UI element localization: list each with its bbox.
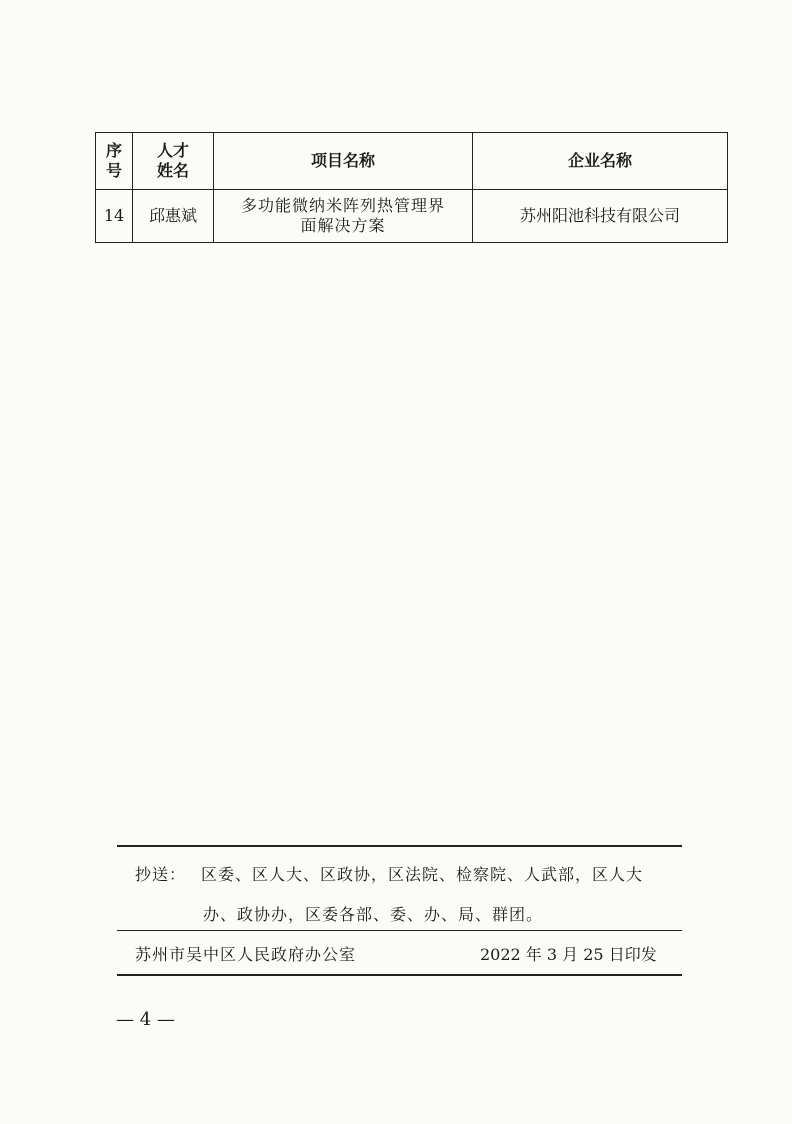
cell-project-name xyxy=(214,190,473,243)
header-serial-line: 序 xyxy=(105,141,122,160)
header-serial-number xyxy=(96,133,133,190)
cc-recipients-line2: 办、政协办，区委各部、委、办、局、群团。 xyxy=(203,905,544,924)
cc-recipients-line1: 区委、区人大、区政协，区法院、检察院、人武部，区人大 xyxy=(201,865,644,884)
page-number: — 4 — xyxy=(116,1009,175,1030)
table-row xyxy=(96,190,728,243)
cell-serial-number: 14 xyxy=(96,190,133,243)
header-talent-name xyxy=(133,133,214,190)
footer-bottom-rule xyxy=(117,974,682,976)
cell-talent-name: 邱惠斌 xyxy=(133,190,214,243)
talent-table-container xyxy=(95,132,723,243)
cell-company-name: 苏州阳池科技有限公司 xyxy=(473,190,728,243)
cc-line-first xyxy=(135,860,695,890)
cc-label: 抄送： xyxy=(135,865,187,884)
talent-table xyxy=(95,132,728,243)
project-name-text: 多功能微纳米阵列热管理界面解决方案 xyxy=(240,196,445,235)
header-serial-line: 号 xyxy=(105,161,122,180)
header-name-line: 人才 xyxy=(156,141,189,160)
header-company-name: 企业名称 xyxy=(473,133,728,190)
issue-date: 2022 年 3 月 25 日印发 xyxy=(480,945,657,964)
footer-middle-rule xyxy=(117,930,682,931)
header-name-line: 姓名 xyxy=(156,161,189,180)
header-project-name: 项目名称 xyxy=(214,133,473,190)
cc-distribution xyxy=(135,860,695,930)
table-header-row xyxy=(96,133,728,190)
issuing-office: 苏州市吴中区人民政府办公室 xyxy=(135,945,357,964)
footer-top-rule xyxy=(117,845,682,847)
